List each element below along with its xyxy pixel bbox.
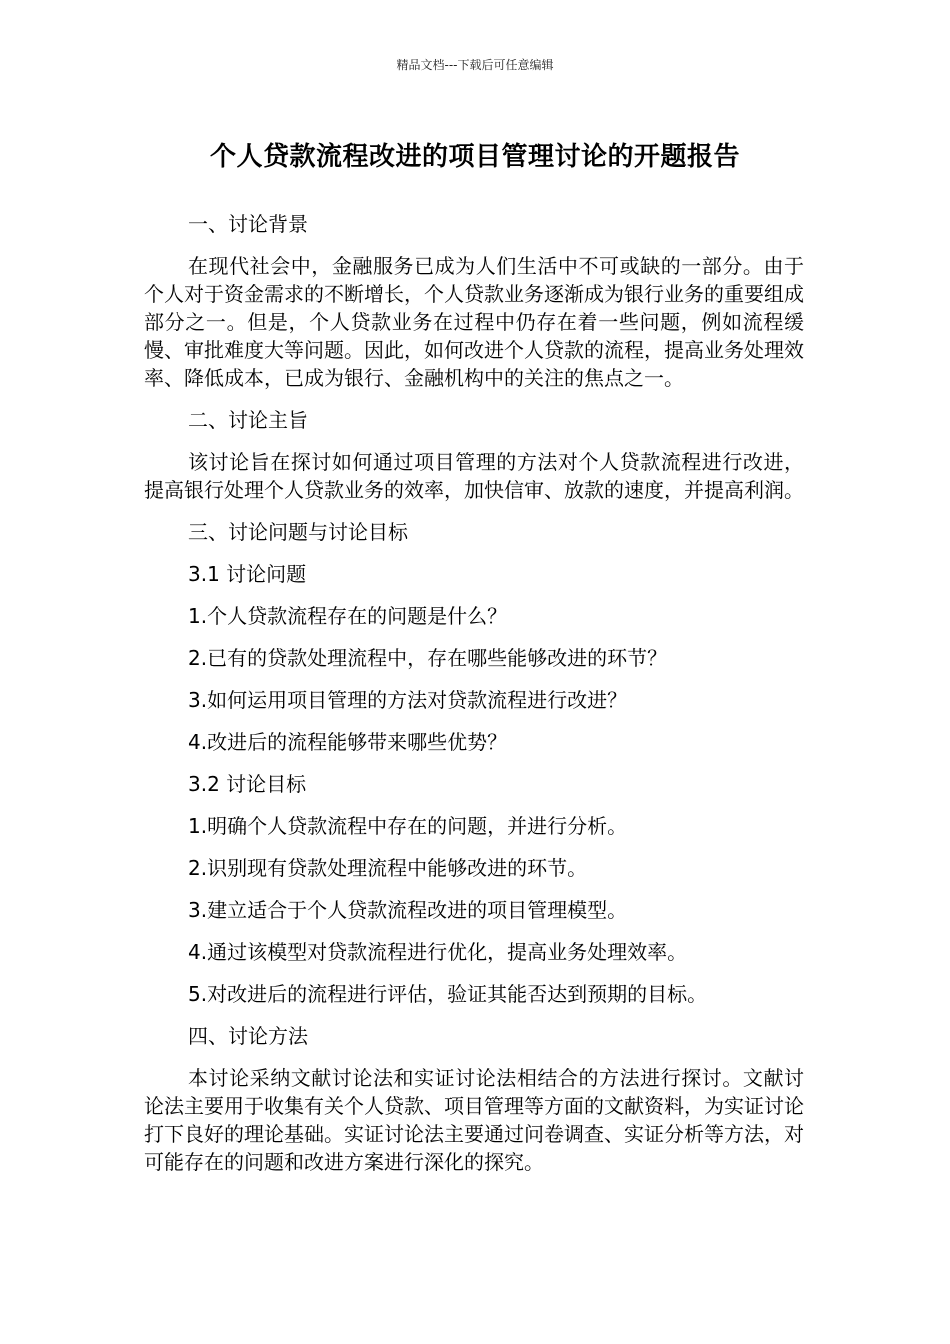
list-item: 4.通过该模型对贷款流程进行优化，提高业务处理效率。 [188,940,688,964]
list-item: 1.个人贷款流程存在的问题是什么？ [188,604,508,628]
list-item: 5.对改进后的流程进行评估，验证其能否达到预期的目标。 [188,982,708,1006]
list-item: 4.改进后的流程能够带来哪些优势？ [188,730,508,754]
section-heading-background: 一、讨论背景 [188,212,308,236]
paragraph-background: 在现代社会中，金融服务已成为人们生活中不可或缺的一部分。由于个人对于资金需求的不断增长，个人贷款业务逐渐成为银行业务的重要组成部分之一。但是，个人贷款业务在过程中仍存在着一些问题，例如流程缓慢、审批难度大等问题。因此，如何改进个人贷款的流程，提高业务处理效率、降低成本，已成为银行、金融机构中的关注的焦点之一。 [144,254,804,390]
document-body [144,210,804,1190]
subsection-heading-questions: 3.1 讨论问题 [188,562,307,586]
page-header-watermark: 精品文档---下载后可任意编辑 [396,58,554,72]
list-item: 3.建立适合于个人贷款流程改进的项目管理模型。 [188,898,628,922]
subsection-heading-goals: 3.2 讨论目标 [188,772,307,796]
list-item: 3.如何运用项目管理的方法对贷款流程进行改进？ [188,688,628,712]
list-item: 2.已有的贷款处理流程中，存在哪些能够改进的环节？ [188,646,668,670]
section-heading-method: 四、讨论方法 [188,1024,308,1048]
section-heading-questions-goals: 三、讨论问题与讨论目标 [188,520,408,544]
document-title: 个人贷款流程改进的项目管理讨论的开题报告 [209,142,740,172]
paragraph-purpose: 该讨论旨在探讨如何通过项目管理的方法对个人贷款流程进行改进，提高银行处理个人贷款业务的效率，加快信审、放款的速度，并提高利润。 [144,450,804,502]
paragraph-method: 本讨论采纳文献讨论法和实证讨论法相结合的方法进行探讨。文献讨论法主要用于收集有关个人贷款、项目管理等方面的文献资料，为实证讨论打下良好的理论基础。实证讨论法主要通过问卷调查、实证分析等方法，对可能存在的问题和改进方案进行深化的探究。 [144,1066,804,1174]
section-heading-purpose: 二、讨论主旨 [188,408,308,432]
list-item: 2.识别现有贷款处理流程中能够改进的环节。 [188,856,588,880]
list-item: 1.明确个人贷款流程中存在的问题，并进行分析。 [188,814,628,838]
